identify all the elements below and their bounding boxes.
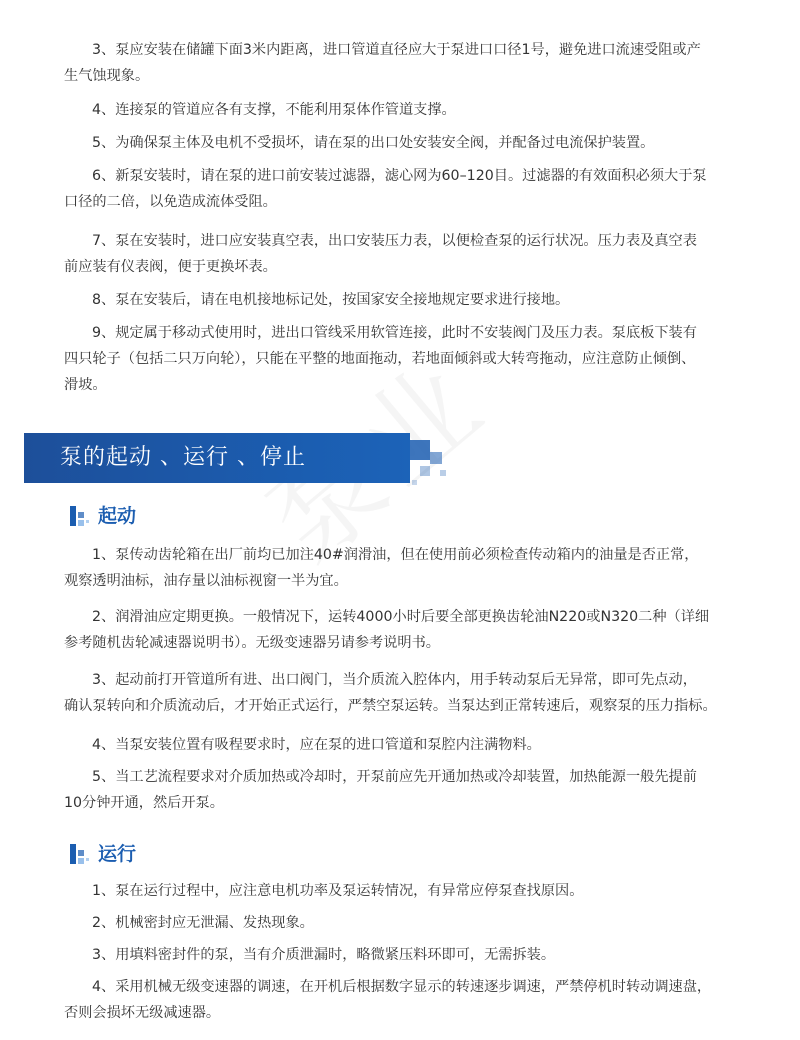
run-item-1 (64, 878, 764, 904)
text-line: 8、泵在安装后，请在电机接地标记处，按国家安全接地规定要求进行接地。 (92, 292, 570, 308)
text-line: 4、当泵安装位置有吸程要求时，应在泵的进口管道和泵腔内注满物料。 (92, 737, 541, 753)
run-item-3 (64, 942, 764, 968)
text-line: 四只轮子（包括二只万向轮），只能在平整的地面拖动，若地面倾斜或大转弯拖动，应注意防止倾倒、 (64, 351, 696, 367)
text-line: 3、用填料密封件的泵，当有介质泄漏时，略微紧压料环即可，无需拆装。 (92, 947, 556, 963)
text-line: 2、润滑油应定期更换。一般情况下，运转4000小时后要全部更换齿轮油N220或N320二种（详细 (92, 609, 710, 625)
install-item-6 (64, 163, 764, 215)
text-line: 滑坡。 (64, 377, 107, 393)
text-line: 4、连接泵的管道应各有支撑，不能利用泵体作管道支撑。 (92, 102, 456, 118)
start-item-3 (64, 667, 764, 719)
text-line: 前应装有仪表阀，便于更换坏表。 (64, 259, 277, 275)
text-line: 5、当工艺流程要求对介质加热或冷却时，开泵前应先开通加热或冷却装置，加热能源一般先提前 (92, 769, 697, 785)
text-line: 参考随机齿轮减速器说明书）。无级变速器另请参考说明书。 (64, 635, 440, 651)
text-line: 10分钟开通，然后开泵。 (64, 795, 224, 811)
text-line: 口径的二倍，以免造成流体受阻。 (64, 194, 277, 210)
subsection-title-run: 运行 (98, 843, 137, 865)
install-item-7 (64, 228, 764, 280)
text-line: 1、泵传动齿轮箱在出厂前均已加注40#润滑油，但在使用前必须检查传动箱内的油量是否正常， (92, 547, 699, 563)
start-item-1 (64, 542, 764, 594)
text-line: 5、为确保泵主体及电机不受损坏，请在泵的出口处安装安全阀，并配备过电流保护装置。 (92, 135, 655, 151)
run-item-4 (64, 974, 764, 1026)
section-banner (24, 433, 410, 483)
bullet-blocks-icon (68, 504, 90, 528)
subsection-title-start: 起动 (98, 505, 137, 527)
text-line: 4、采用机械无级变速器的调速，在开机后根据数字显示的转速逐步调速，严禁停机时转动调速盘， (92, 979, 712, 995)
install-item-8 (64, 287, 764, 313)
install-item-9 (64, 320, 764, 398)
text-line: 7、泵在安装时，进口应安装真空表，出口安装压力表，以便检查泵的运行状况。压力表及真空表 (92, 233, 697, 249)
text-line: 1、泵在运行过程中，应注意电机功率及泵运转情况，有异常应停泵查找原因。 (92, 883, 584, 899)
text-line: 3、起动前打开管道所有进、出口阀门，当介质流入腔体内，用手转动泵后无异常，即可先点动， (92, 672, 697, 688)
start-item-4 (64, 732, 764, 758)
text-line: 生气蚀现象。 (64, 68, 150, 84)
section-title: 泵的起动 、运行 、停止 (60, 445, 306, 470)
start-item-5 (64, 764, 764, 816)
text-line: 6、新泵安装时，请在泵的进口前安装过滤器，滤心网为60–120目。过滤器的有效面积必须大于泵 (92, 168, 707, 184)
start-item-2 (64, 604, 764, 656)
text-line: 9、规定属于移动式使用时，进出口管线采用软管连接，此时不安装阀门及压力表。泵底板下装有 (92, 325, 697, 341)
text-line: 确认泵转向和介质流动后，才开始正式运行，严禁空泵运转。当泵达到正常转速后，观察泵的压力指标。 (64, 698, 717, 714)
bullet-blocks-icon (68, 842, 90, 866)
run-item-2 (64, 910, 764, 936)
install-item-4 (64, 97, 764, 123)
text-line: 2、机械密封应无泄漏、发热现象。 (92, 915, 314, 931)
install-item-5 (64, 130, 764, 156)
text-line: 观察透明油标，油存量以油标视窗一半为宜。 (64, 573, 348, 589)
text-line: 否则会损坏无级减速器。 (64, 1005, 221, 1021)
text-line: 3、泵应安装在储罐下面3米内距离，进口管道直径应大于泵进口口径1号，避免进口流速受阻或产 (92, 42, 701, 58)
install-item-3 (64, 37, 764, 89)
